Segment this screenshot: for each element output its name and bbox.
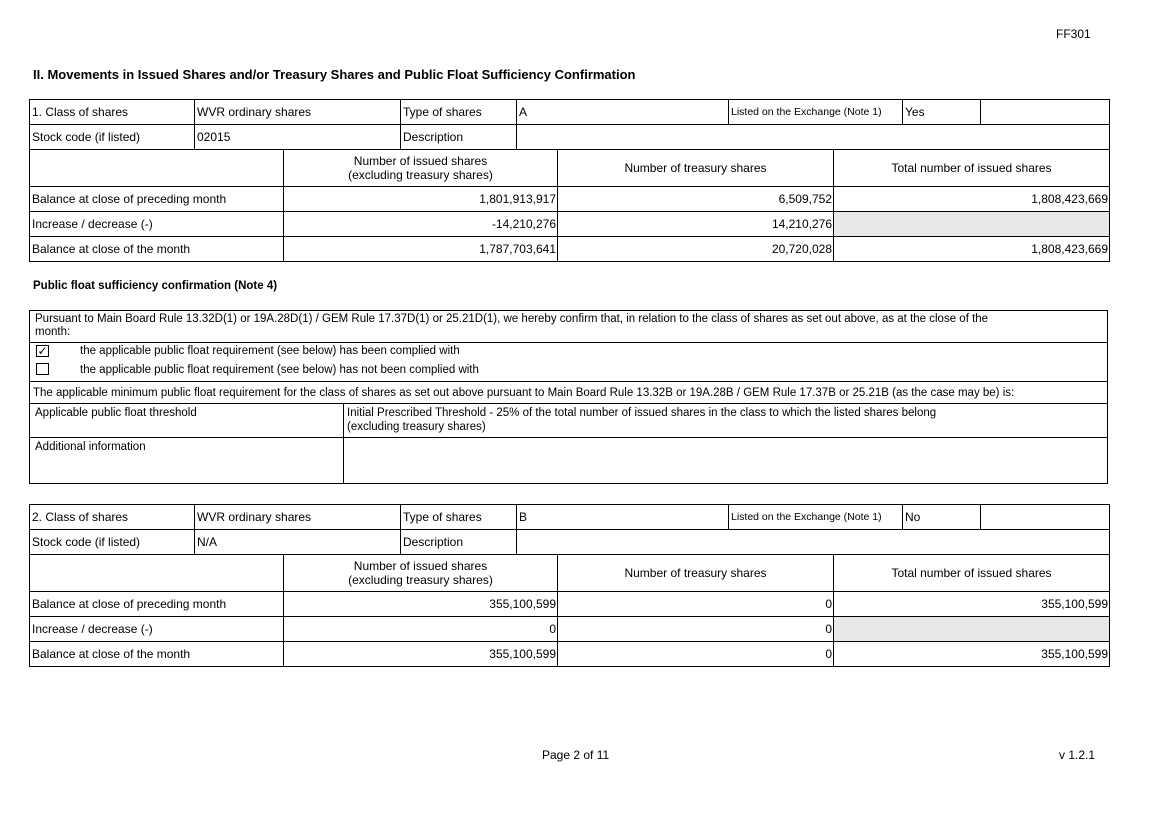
form-code: FF301 bbox=[1056, 27, 1091, 41]
class1-close-issued: 1,787,703,641 bbox=[284, 237, 558, 262]
class2-stock-code-value: N/A bbox=[195, 530, 401, 555]
class1-close-treasury: 20,720,028 bbox=[558, 237, 834, 262]
class1-col-issued bbox=[284, 150, 558, 187]
class1-row-change-label: Increase / decrease (-) bbox=[30, 212, 284, 237]
class1-blank-cell bbox=[981, 100, 1110, 125]
pf-threshold-line1: Initial Prescribed Threshold - 25% of the total number of issued shares in the class to which the listed shares belong bbox=[347, 407, 937, 419]
class2-col-issued bbox=[284, 555, 558, 592]
pf-not-complied-checkbox[interactable] bbox=[36, 363, 49, 375]
class1-preceding-issued: 1,801,913,917 bbox=[284, 187, 558, 212]
class1-class-value: WVR ordinary shares bbox=[195, 100, 401, 125]
class1-preceding-total: 1,808,423,669 bbox=[834, 187, 1110, 212]
class1-row-preceding-label: Balance at close of preceding month bbox=[30, 187, 284, 212]
class2-stock-code-label: Stock code (if listed) bbox=[30, 530, 195, 555]
class1-description-value bbox=[517, 125, 1110, 150]
class2-balance-table bbox=[29, 554, 1110, 667]
class2-change-issued: 0 bbox=[284, 617, 558, 642]
pf-min-requirement: The applicable minimum public float requirement for the class of shares as set out above pursuant to Main Board Rule 13.32B or 19A.28B / GEM Rule 17.37B or 25.21B (as the case may be) is: bbox=[33, 387, 1015, 399]
pf-statement-line2: month: bbox=[35, 326, 71, 338]
class2-type-value: B bbox=[517, 505, 729, 530]
class2-header-table bbox=[29, 504, 1110, 555]
class2-preceding-issued: 355,100,599 bbox=[284, 592, 558, 617]
class1-close-total: 1,808,423,669 bbox=[834, 237, 1110, 262]
class1-type-label: Type of shares bbox=[401, 100, 517, 125]
class1-row-close-label: Balance at close of the month bbox=[30, 237, 284, 262]
pf-threshold-line2: (excluding treasury shares) bbox=[347, 421, 486, 433]
class1-description-label: Description bbox=[401, 125, 517, 150]
class2-class-label: 2. Class of shares bbox=[30, 505, 195, 530]
col-issued-line2: (excluding treasury shares) bbox=[348, 573, 493, 587]
class1-preceding-treasury: 6,509,752 bbox=[558, 187, 834, 212]
class1-stock-code-value: 02015 bbox=[195, 125, 401, 150]
class2-close-issued: 355,100,599 bbox=[284, 642, 558, 667]
class1-listed-value: Yes bbox=[903, 100, 981, 125]
class1-stock-code-label: Stock code (if listed) bbox=[30, 125, 195, 150]
class2-change-treasury: 0 bbox=[558, 617, 834, 642]
class2-col-treasury: Number of treasury shares bbox=[558, 555, 834, 592]
class2-corner-cell bbox=[30, 555, 284, 592]
class2-change-total-shaded bbox=[834, 617, 1110, 642]
class1-corner-cell bbox=[30, 150, 284, 187]
class2-preceding-total: 355,100,599 bbox=[834, 592, 1110, 617]
class1-col-treasury: Number of treasury shares bbox=[558, 150, 834, 187]
class2-col-total: Total number of issued shares bbox=[834, 555, 1110, 592]
pf-complied-checkbox[interactable]: ✓ bbox=[37, 344, 48, 358]
pf-additional-label: Additional information bbox=[35, 441, 146, 453]
class1-class-label: 1. Class of shares bbox=[30, 100, 195, 125]
col-issued-line1: Number of issued shares bbox=[353, 154, 488, 168]
public-float-title: Public float sufficiency confirmation (Note 4) bbox=[33, 280, 278, 292]
class2-description-label: Description bbox=[401, 530, 517, 555]
form-version: v 1.2.1 bbox=[1059, 748, 1096, 762]
class2-preceding-treasury: 0 bbox=[558, 592, 834, 617]
class1-type-value: A bbox=[517, 100, 729, 125]
pf-threshold-label: Applicable public float threshold bbox=[35, 407, 197, 419]
class1-balance-table bbox=[29, 149, 1110, 262]
public-float-box bbox=[29, 310, 1108, 484]
class2-close-treasury: 0 bbox=[558, 642, 834, 667]
class2-row-change-label: Increase / decrease (-) bbox=[30, 617, 284, 642]
pf-complied-label: the applicable public float requirement (see below) has been complied with bbox=[80, 345, 460, 357]
class2-row-preceding-label: Balance at close of preceding month bbox=[30, 592, 284, 617]
class1-change-total-shaded bbox=[834, 212, 1110, 237]
class1-change-treasury: 14,210,276 bbox=[558, 212, 834, 237]
col-issued-line2: (excluding treasury shares) bbox=[348, 168, 493, 182]
class2-listed-label: Listed on the Exchange (Note 1) bbox=[729, 505, 903, 530]
section-title: II. Movements in Issued Shares and/or Treasury Shares and Public Float Sufficiency Confirmation bbox=[33, 67, 636, 82]
class2-listed-value: No bbox=[903, 505, 981, 530]
pf-statement-line1: Pursuant to Main Board Rule 13.32D(1) or 19A.28D(1) / GEM Rule 17.37D(1) or 25.21D(1), we hereby confirm that, in relation to the class of shares as set out above, as at the close of the bbox=[35, 313, 989, 325]
class2-type-label: Type of shares bbox=[401, 505, 517, 530]
col-issued-line1: Number of issued shares bbox=[353, 559, 488, 573]
class2-description-value bbox=[517, 530, 1110, 555]
class2-row-close-label: Balance at close of the month bbox=[30, 642, 284, 667]
class1-change-issued: -14,210,276 bbox=[284, 212, 558, 237]
class1-header-table bbox=[29, 99, 1110, 150]
page-number: Page 2 of 11 bbox=[542, 748, 610, 762]
class2-blank-cell bbox=[981, 505, 1110, 530]
class1-listed-label: Listed on the Exchange (Note 1) bbox=[729, 100, 903, 125]
pf-not-complied-label: the applicable public float requirement (see below) has not been complied with bbox=[80, 364, 479, 376]
class1-col-total: Total number of issued shares bbox=[834, 150, 1110, 187]
class2-close-total: 355,100,599 bbox=[834, 642, 1110, 667]
class2-class-value: WVR ordinary shares bbox=[195, 505, 401, 530]
